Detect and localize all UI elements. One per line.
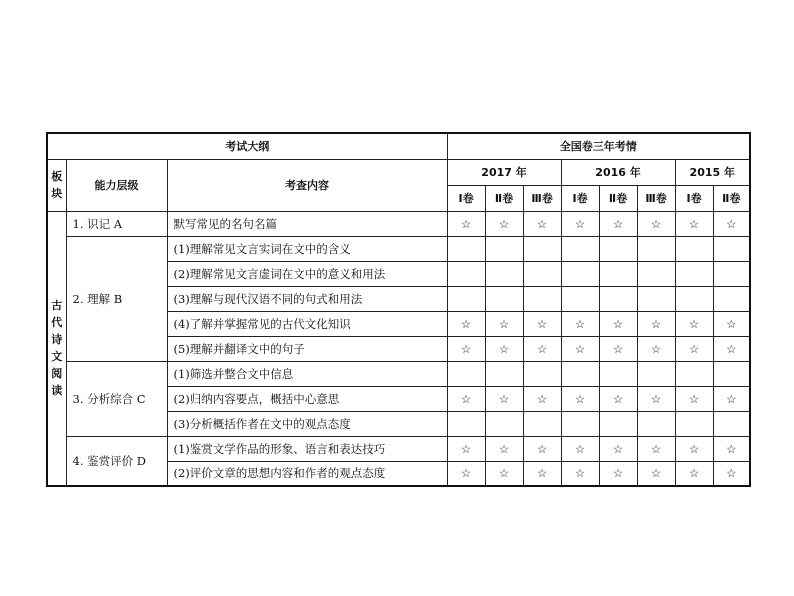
star-cell: ☆	[713, 336, 750, 361]
star-cell: ☆	[523, 311, 561, 336]
star-cell	[599, 236, 637, 261]
star-cell	[523, 261, 561, 286]
star-cell	[447, 236, 485, 261]
star-cell	[713, 236, 750, 261]
star-cell: ☆	[523, 461, 561, 486]
content-cell: (3)分析概括作者在文中的观点态度	[167, 411, 447, 436]
star-cell	[523, 361, 561, 386]
star-cell	[637, 361, 675, 386]
star-cell	[485, 411, 523, 436]
star-cell	[637, 261, 675, 286]
star-cell: ☆	[713, 436, 750, 461]
star-cell	[447, 261, 485, 286]
star-cell: ☆	[485, 311, 523, 336]
content-cell: (2)理解常见文言虚词在文中的意义和用法	[167, 261, 447, 286]
star-cell: ☆	[675, 386, 713, 411]
star-cell: ☆	[523, 386, 561, 411]
star-cell	[675, 411, 713, 436]
star-cell	[713, 286, 750, 311]
content-cell: (4)了解并掌握常见的古代文化知识	[167, 311, 447, 336]
star-cell	[637, 411, 675, 436]
star-cell	[561, 411, 599, 436]
star-cell	[561, 261, 599, 286]
level-cell: 2. 理解 B	[66, 236, 167, 361]
star-cell	[447, 411, 485, 436]
content-cell: (2)评价文章的思想内容和作者的观点态度	[167, 461, 447, 486]
board-char: 古	[51, 299, 63, 313]
star-cell: ☆	[561, 336, 599, 361]
paper-2016-1: Ⅰ卷	[561, 185, 599, 211]
star-cell: ☆	[561, 436, 599, 461]
level-cell: 4. 鉴赏评价 D	[66, 436, 167, 486]
star-cell: ☆	[637, 386, 675, 411]
board-cell	[47, 211, 66, 486]
star-cell: ☆	[561, 211, 599, 236]
star-cell: ☆	[713, 211, 750, 236]
star-cell: ☆	[447, 461, 485, 486]
table-row	[47, 436, 750, 461]
star-cell: ☆	[637, 311, 675, 336]
star-cell	[523, 236, 561, 261]
level-cell: 1. 识记 A	[66, 211, 167, 236]
level-header: 能力层级	[66, 159, 167, 211]
star-cell	[523, 286, 561, 311]
board-char: 代	[51, 316, 63, 330]
content-cell: 默写常见的名句名篇	[167, 211, 447, 236]
star-cell: ☆	[713, 386, 750, 411]
star-cell: ☆	[675, 336, 713, 361]
star-cell: ☆	[599, 211, 637, 236]
paper-2015-1: Ⅰ卷	[675, 185, 713, 211]
paper-2016-2: Ⅱ卷	[599, 185, 637, 211]
star-cell: ☆	[713, 461, 750, 486]
star-cell: ☆	[447, 386, 485, 411]
star-cell: ☆	[599, 311, 637, 336]
content-cell: (1)筛选并整合文中信息	[167, 361, 447, 386]
content-cell: (3)理解与现代汉语不同的句式和用法	[167, 286, 447, 311]
board-char: 读	[51, 384, 63, 398]
star-cell	[485, 286, 523, 311]
star-cell	[675, 261, 713, 286]
star-cell: ☆	[561, 386, 599, 411]
star-cell	[713, 411, 750, 436]
star-cell	[523, 411, 561, 436]
star-cell: ☆	[447, 211, 485, 236]
star-cell	[561, 236, 599, 261]
star-cell	[561, 286, 599, 311]
board-header-char-1: 板	[51, 170, 63, 183]
star-cell: ☆	[523, 436, 561, 461]
star-cell: ☆	[561, 461, 599, 486]
star-cell	[675, 361, 713, 386]
star-cell: ☆	[447, 436, 485, 461]
star-cell: ☆	[561, 311, 599, 336]
star-cell: ☆	[485, 336, 523, 361]
star-cell: ☆	[599, 436, 637, 461]
star-cell: ☆	[447, 336, 485, 361]
year-2016-header: 2016 年	[561, 159, 675, 185]
content-cell: (1)鉴赏文学作品的形象、语言和表达技巧	[167, 436, 447, 461]
star-cell: ☆	[485, 436, 523, 461]
star-cell: ☆	[599, 386, 637, 411]
star-cell	[599, 411, 637, 436]
star-cell	[447, 361, 485, 386]
star-cell: ☆	[485, 211, 523, 236]
table-row	[47, 236, 750, 261]
star-cell	[599, 261, 637, 286]
outline-header: 考试大纲	[47, 133, 447, 159]
star-cell: ☆	[675, 311, 713, 336]
star-cell: ☆	[675, 436, 713, 461]
year-2017-header: 2017 年	[447, 159, 561, 185]
content-cell: (5)理解并翻译文中的句子	[167, 336, 447, 361]
content-cell: (1)理解常见文言实词在文中的含义	[167, 236, 447, 261]
star-cell	[637, 236, 675, 261]
table-row	[47, 211, 750, 236]
board-char: 文	[51, 350, 63, 364]
star-cell: ☆	[637, 461, 675, 486]
star-cell: ☆	[637, 211, 675, 236]
star-cell: ☆	[637, 336, 675, 361]
year-2015-header: 2015 年	[675, 159, 750, 185]
star-cell	[599, 286, 637, 311]
content-header: 考查内容	[167, 159, 447, 211]
star-cell	[561, 361, 599, 386]
star-cell: ☆	[675, 461, 713, 486]
star-cell: ☆	[637, 436, 675, 461]
content-cell: (2)归纳内容要点，概括中心意思	[167, 386, 447, 411]
board-char: 诗	[51, 333, 63, 347]
paper-2016-3: Ⅲ卷	[637, 185, 675, 211]
exam-analysis-table	[46, 132, 751, 487]
star-cell: ☆	[485, 386, 523, 411]
star-cell: ☆	[599, 336, 637, 361]
star-cell	[713, 361, 750, 386]
star-cell: ☆	[523, 211, 561, 236]
star-cell	[485, 361, 523, 386]
star-cell: ☆	[675, 211, 713, 236]
star-cell: ☆	[485, 461, 523, 486]
board-header	[47, 159, 66, 211]
star-cell	[713, 261, 750, 286]
star-cell	[447, 286, 485, 311]
paper-2015-2: Ⅱ卷	[713, 185, 750, 211]
board-char: 阅	[51, 367, 63, 381]
paper-2017-2: Ⅱ卷	[485, 185, 523, 211]
exam-header: 全国卷三年考情	[447, 133, 750, 159]
star-cell: ☆	[599, 461, 637, 486]
star-cell	[599, 361, 637, 386]
paper-2017-3: Ⅲ卷	[523, 185, 561, 211]
star-cell: ☆	[447, 311, 485, 336]
star-cell: ☆	[523, 336, 561, 361]
star-cell	[485, 261, 523, 286]
star-cell	[675, 286, 713, 311]
star-cell	[485, 236, 523, 261]
star-cell	[637, 286, 675, 311]
star-cell	[675, 236, 713, 261]
paper-2017-1: Ⅰ卷	[447, 185, 485, 211]
table-row	[47, 361, 750, 386]
star-cell: ☆	[713, 311, 750, 336]
level-cell: 3. 分析综合 C	[66, 361, 167, 436]
board-header-char-2: 块	[51, 187, 63, 200]
